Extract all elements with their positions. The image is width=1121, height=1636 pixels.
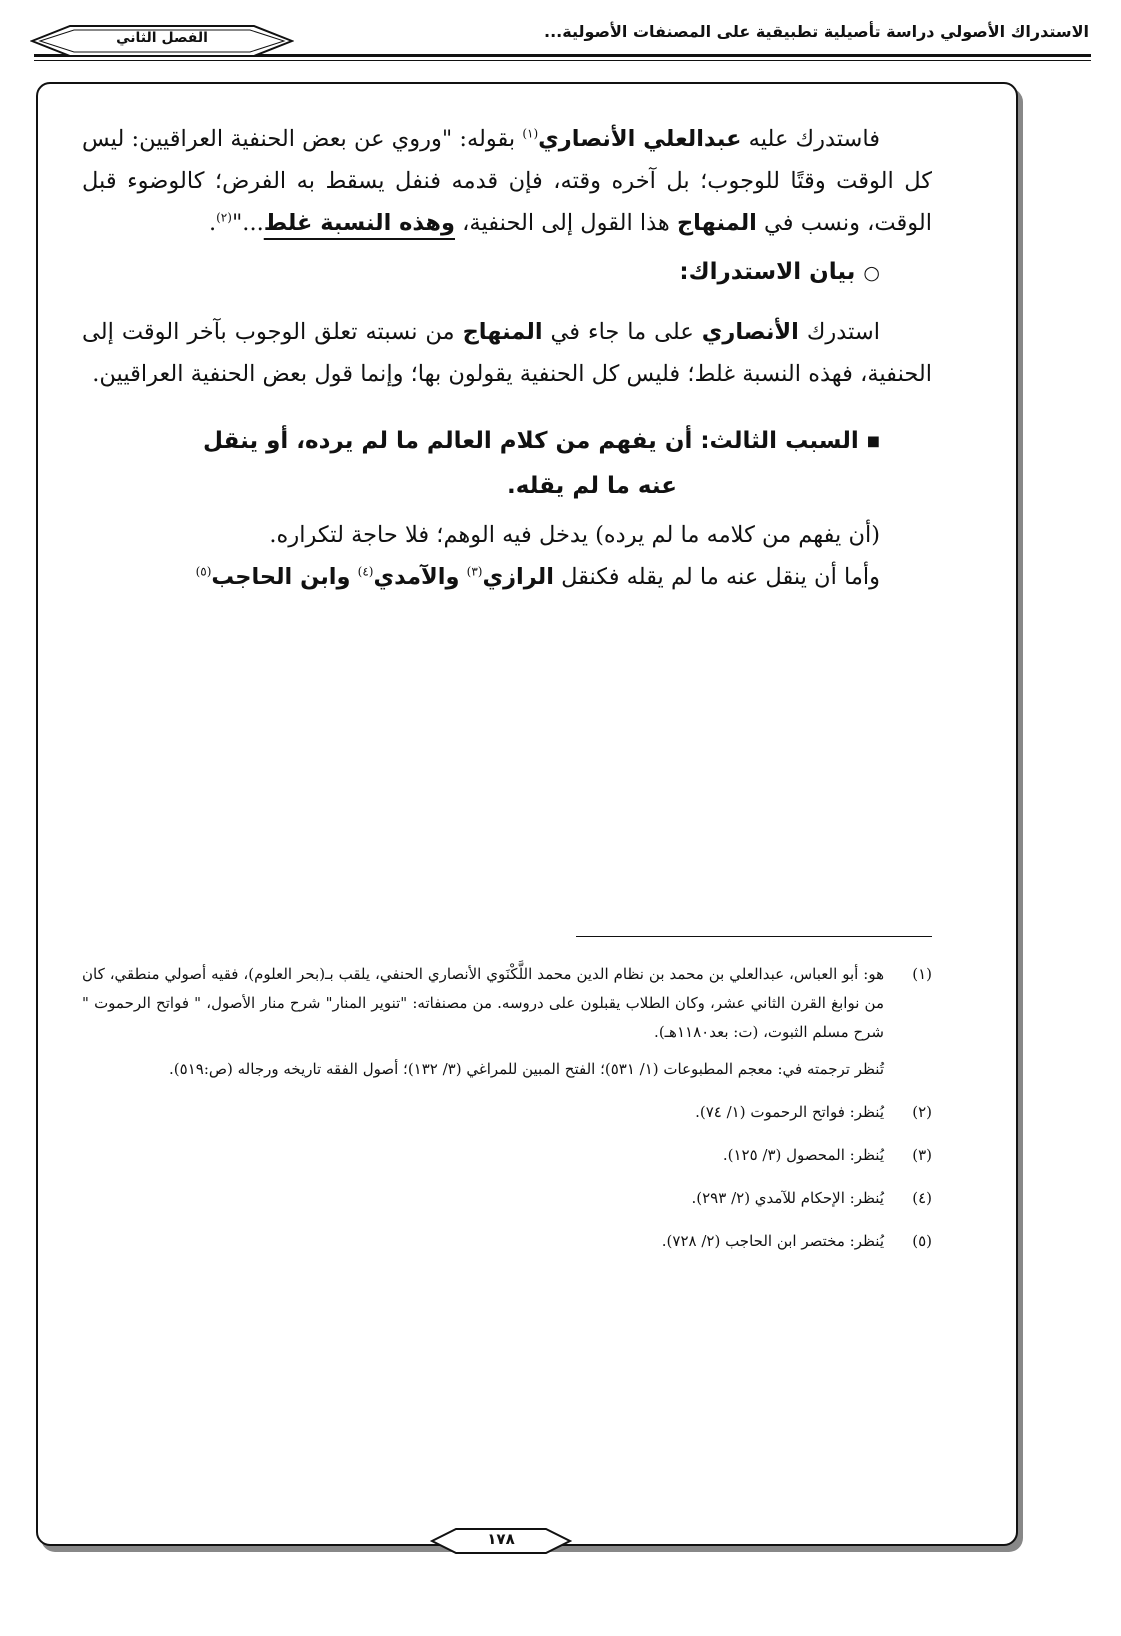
footnotes	[82, 960, 932, 1270]
footnote-number: (٢)	[912, 1103, 932, 1121]
footnote-number: (٤)	[912, 1189, 932, 1207]
footnote-text-sources: تُنظر ترجمته في: معجم المطبوعات (١/ ٥٣١)؛ الفتح المبين للمراغي (٣/ ١٣٢)؛ أصول الفقه تاريخه ورجاله (ص:٥١٩).	[169, 1060, 884, 1078]
section-heading-line-2: عنه ما لم يقله.	[507, 472, 677, 499]
p1-text-3: هذا القول إلى الحنفية،	[462, 210, 670, 236]
footnote-text: هو: أبو العباس، عبدالعلي بن محمد بن نظام الدين محمد اللَّكْنَوي الأنصاري الحنفي، يلقب بـ(بحر العلوم)، فقيه أصولي منطقي، كان من نوابغ القرن الثاني عشر، وكان الطلاب يقبلون على دروسه. من مصنفاته: "تنوير المنار" شرح منار الأصول، " فواتح الرحموت " شرح مسلم الثبوت، (ت: بعد١١٨٠هـ).	[82, 965, 884, 1041]
bullet-heading	[82, 250, 932, 295]
footnote-separator	[576, 936, 932, 937]
book-name-minhaj: المنهاج	[676, 210, 757, 236]
scholar-name-ansari-2: الأنصاري	[701, 319, 799, 345]
p2-text-3: من نسبته تعلق الوجوب بآخر الوقت إلى الحنفية، فهذه النسبة غلط؛ فليس كل الحنفية يقولون بها؛ وإنما قول بعض الحنفية العراقيين.	[82, 319, 932, 387]
page-number: ١٧٨	[487, 1530, 515, 1548]
footnote-ref-5[interactable]: (٥)	[195, 564, 212, 578]
footnote-1	[82, 960, 932, 1084]
paragraph-3: (أن يفهم من كلامه ما لم يرده) يدخل فيه الوهم؛ فلا حاجة لتكراره.	[269, 521, 880, 548]
footnote-number: (٣)	[912, 1146, 932, 1164]
section-heading	[82, 419, 932, 464]
paragraph-1	[82, 118, 932, 244]
footnote-4	[82, 1184, 932, 1213]
scholar-name-ibn-hajib: وابن الحاجب	[211, 563, 351, 590]
circle-bullet-icon: ○	[863, 262, 880, 284]
book-title: الاستدراك الأصولي دراسة تأصيلية تطبيقية على المصنفات الأصولية...	[544, 22, 1089, 41]
square-bullet-icon: ■	[866, 433, 880, 450]
scholar-name-razi: الرازي	[482, 563, 554, 590]
main-content	[82, 118, 932, 598]
section-heading-line-1: السبب الثالث: أن يفهم من كلام العالم ما لم يرده، أو ينقل	[203, 428, 859, 454]
footnote-text: يُنظر: فواتح الرحموت (١/ ٧٤).	[695, 1103, 884, 1121]
p4-text-1: وأما أن ينقل عنه ما لم يقله فكنقل	[561, 563, 880, 590]
bullet-heading-text: بيان الاستدراك:	[679, 259, 856, 285]
footnote-2	[82, 1098, 932, 1127]
p1-text-4: ..."	[231, 210, 264, 236]
footnote-ref-1[interactable]: (١)	[522, 126, 539, 141]
scholar-name-amidi: والآمدي	[373, 563, 460, 590]
p2-text-1: استدرك	[806, 319, 880, 345]
header-rule-thin	[34, 60, 1091, 61]
underlined-phrase: وهذه النسبة غلط	[263, 210, 455, 236]
book-name-minhaj-2: المنهاج	[462, 319, 543, 345]
footnote-number: (١)	[912, 965, 932, 983]
footnote-text: يُنظر: المحصول (٣/ ١٢٥).	[722, 1146, 884, 1164]
p2-text-2: على ما جاء في	[550, 319, 694, 345]
scholar-name-ansari: عبدالعلي الأنصاري	[538, 126, 742, 152]
footnote-ref-4[interactable]: (٤)	[357, 564, 374, 578]
paragraph-4	[82, 556, 932, 598]
p1-text-1: فاستدرك عليه	[748, 126, 881, 152]
footnote-text: يُنظر: مختصر ابن الحاجب (٢/ ٧٢٨).	[661, 1232, 884, 1250]
paragraph-2	[82, 311, 932, 395]
footnote-text: يُنظر: الإحكام للآمدي (٢/ ٢٩٣).	[691, 1189, 884, 1207]
footnote-ref-3[interactable]: (٣)	[466, 564, 483, 578]
p1-text-2: بقوله: "وروي عن بعض الحنفية العراقيين: ليس كل الوقت وقتًا للوجوب؛ بل آخره وقته، فإن قدمه فنفل يسقط به الفرض؛ كالوضوء قبل الوقت، ونسب في	[82, 126, 932, 236]
footnote-5	[82, 1227, 932, 1256]
p1-text-5: .	[208, 210, 217, 236]
footnote-3	[82, 1141, 932, 1170]
footnote-number: (٥)	[912, 1232, 932, 1250]
chapter-label: الفصل الثاني	[116, 30, 208, 46]
footnote-ref-2[interactable]: (٢)	[216, 210, 232, 225]
